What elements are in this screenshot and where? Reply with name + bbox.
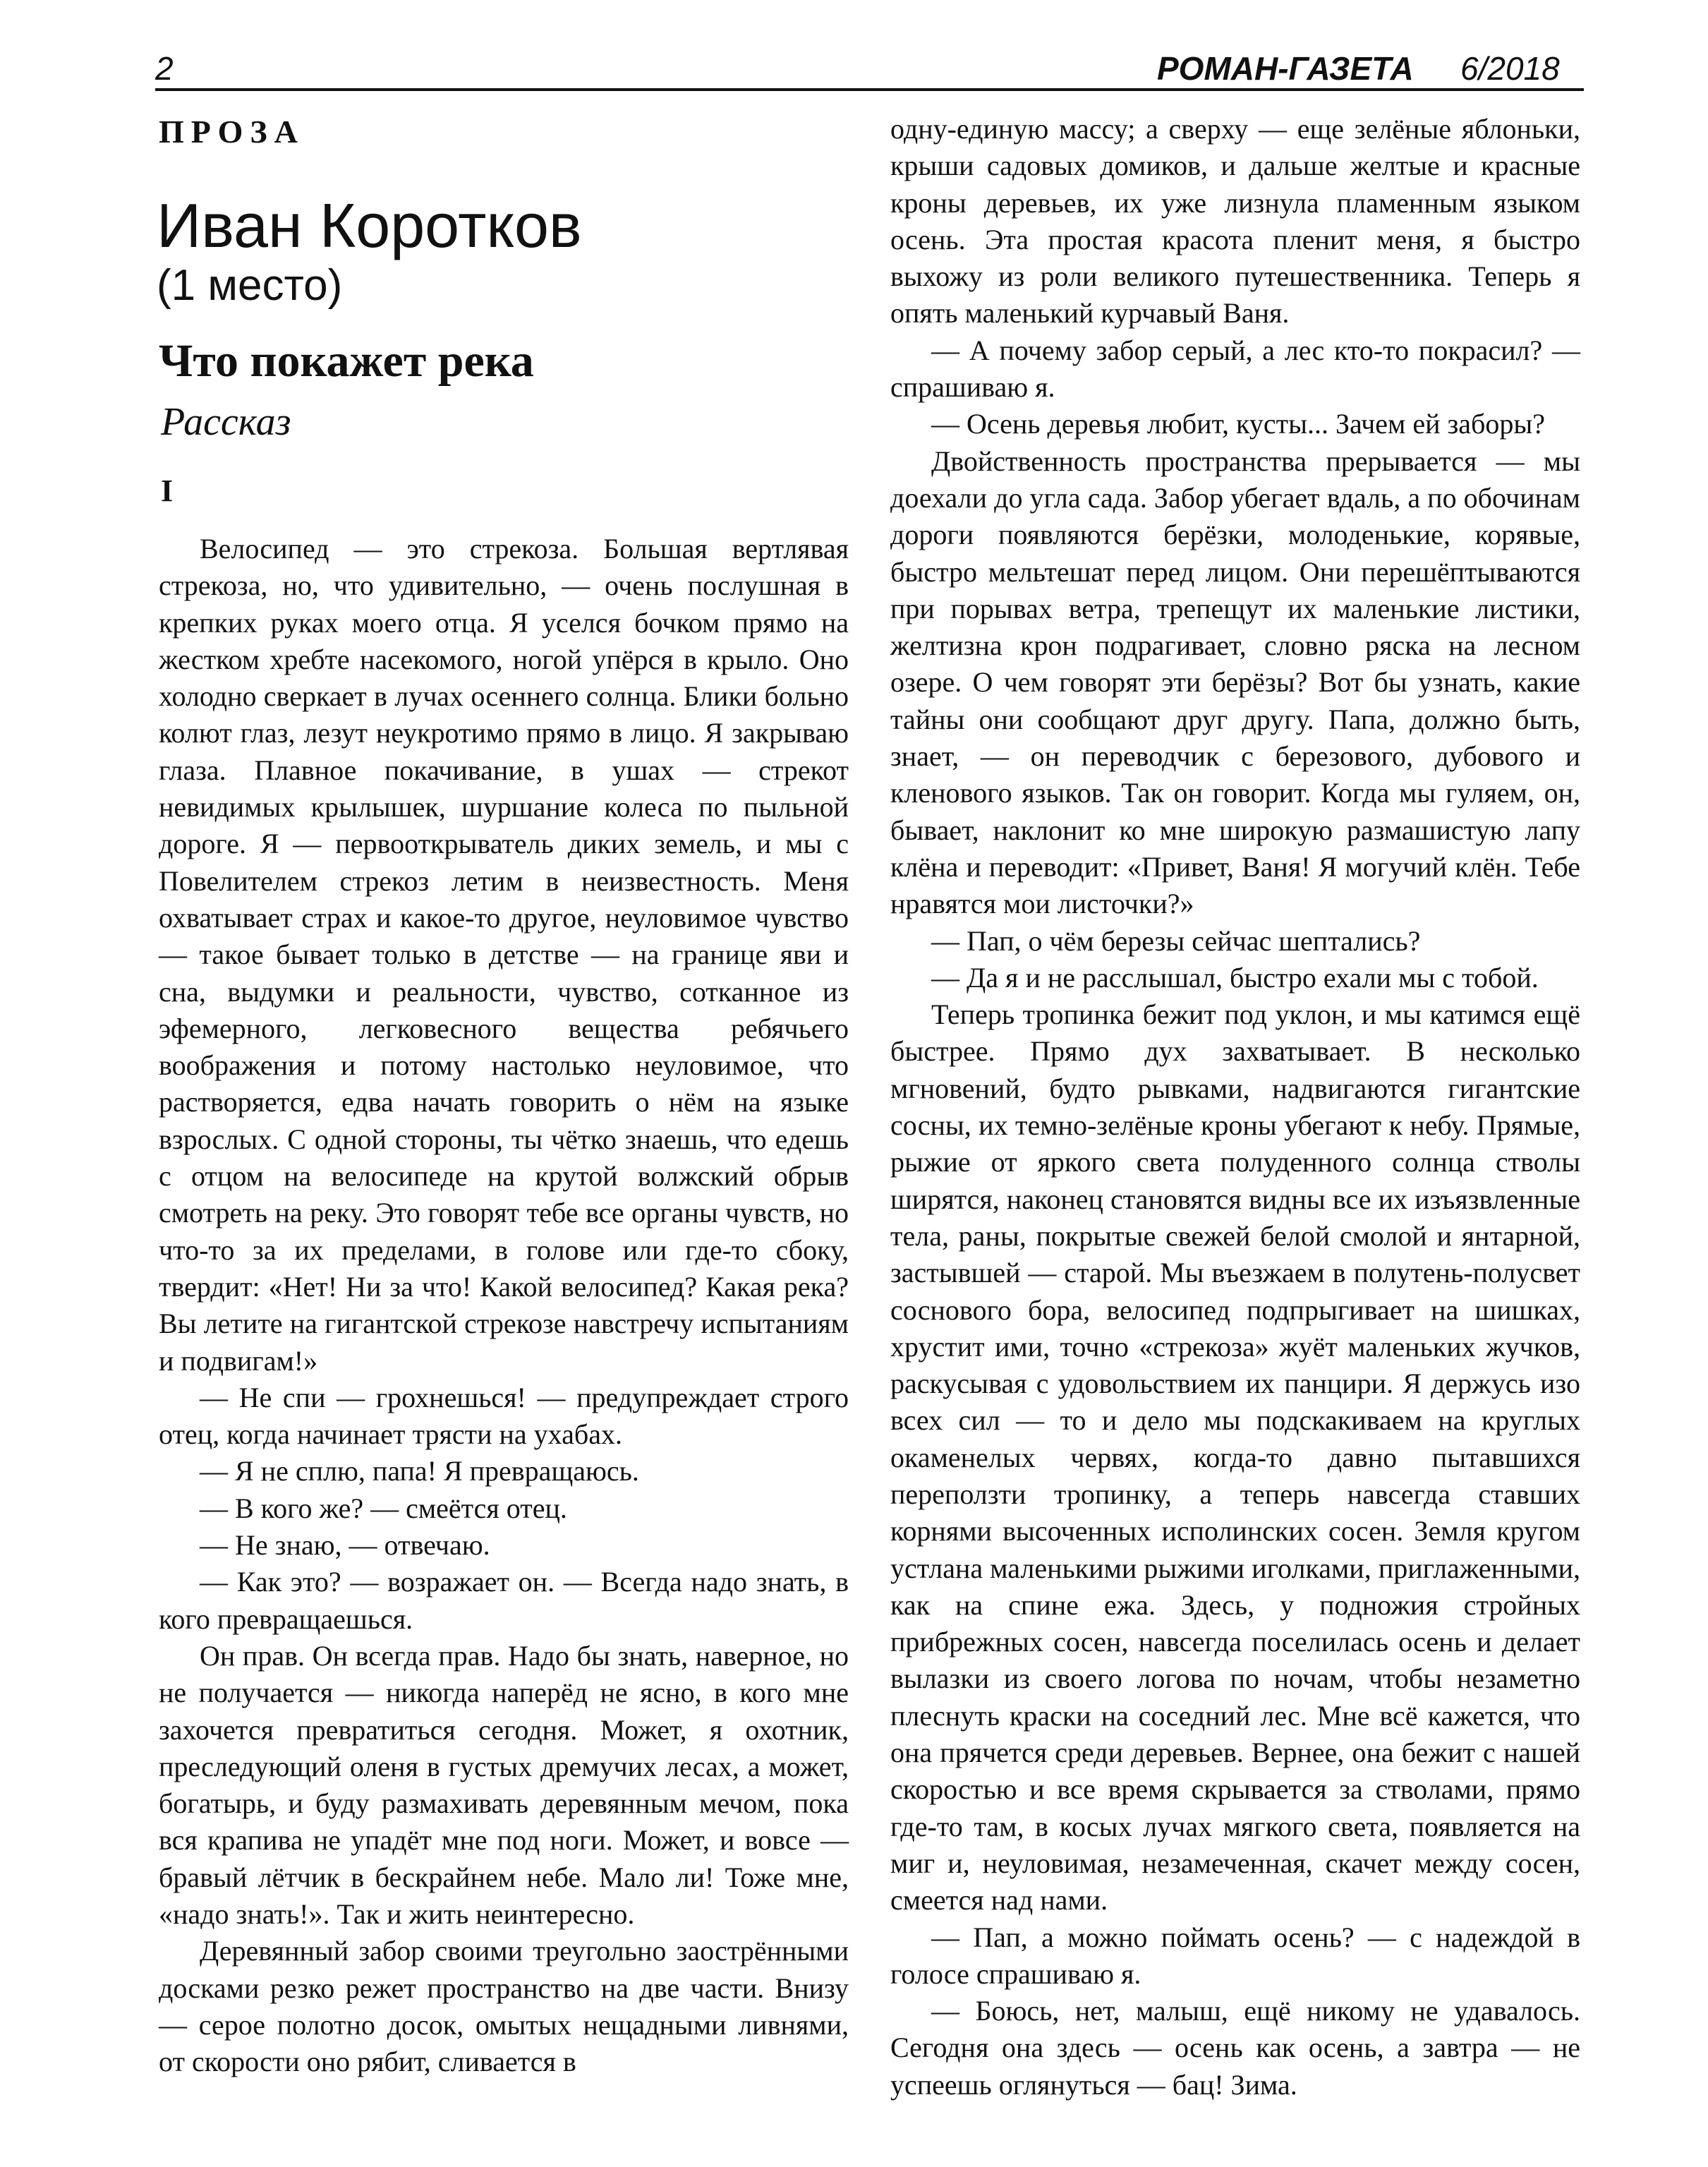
story-genre: Рассказ [161,400,291,444]
magazine-title: РОМАН-ГАЗЕТА [1157,50,1414,87]
paragraph: Деревянный забор своими треугольно заострёнными досками резко режет пространство на две части. Внизу — серое полотно досок, омытых нещадными ливнями, от скорости оно рябит, сливается в [159,1935,849,2078]
paragraph: Он прав. Он всегда прав. Надо бы знать, наверное, но не получается — никогда наперёд не ясно, в кого мне захочется превратиться сегодня. Может, я охотник, преследующий оленя в густых дремучих лесах, а может, богатырь, и буду размахивать деревянным мечом, пока вся крапива не упадёт мне под ноги. Может, и вовсе — бравый лётчик в бескрайнем небе. Мало ли! Тоже мне, «надо знать!». Так и жить неинтересно. [159,1639,849,1930]
header-divider [155,88,1584,91]
section-label: ПРОЗА [159,114,305,150]
paragraph: — Не спи — грохнешься! — предупреждает строго отец, когда начинает трясти на ухабах. [159,1381,849,1451]
paragraph: Теперь тропинка бежит под уклон, и мы катимся ещё быстрее. Прямо дух захватывает. В несколько мгновений, будто рывками, надвигаются гигантские сосны, их темно-зелёные кроны убегают к небу. Прямые, рыжие от яркого света полуденного солнца стволы ширятся, наконец становятся видны все их изъязвленные тела, раны, покрытые свежей белой смолой и янтарной, застывшей — старой. Мы въезжаем в полутень-полусвет соснового бора, велосипед подпрыгивает на шишках, хрустит ими, точно «стрекоза» жуёт маленьких жучков, раскусывая с удовольствием их панцири. Я держусь изо всех сил — то и дело мы подскакиваем на круглых окаменелых червях, когда-то давно пытавшихся переползти тропинку, а теперь навсегда ставших корнями высоченных исполинских сосен. Земля кругом устлана маленькими рыжими иголками, приглаженными, как на спине ежа. Здесь, у подножия стройных прибрежных сосен, навсегда поселилась осень и делает вылазки из своего логова по ночам, чтобы незаметно плеснуть краски на соседний лес. Мне всё кажется, что она прячется среди деревьев. Вернее, она бежит с нашей скоростью и все время скрывается за стволами, прямо где-то там, в косых лучах мягкого света, появляется на миг и, неуловимая, незамеченная, скачет между сосен, смеется над нами. [890,998,1580,1917]
paragraph: Велосипед — это стрекоза. Большая вертлявая стрекоза, но, что удивительно, — очень послушная в крепких руках моего отца. Я уселся бочком прямо на жестком хребте насекомого, ногой упёрся в крыло. Оно холодно сверкает в лучах осеннего солнца. Блики больно колют глаз, лезут неукротимо прямо в лицо. Я закрываю глаза. Плавное покачивание, в ушах — стрекот невидимых крылышек, шуршание колеса по пыльной дороге. Я — первооткрыватель диких земель, и мы с Повелителем стрекоз летим в неизвестность. Меня охватывает страх и какое-то другое, неуловимое чувство — такое бывает только в детстве — на границе яви и сна, выдумки и реальности, чувство, сотканное из эфемерного, легковесного вещества ребячьего воображения и потому настолько неуловимое, что растворяется, едва начать говорить о нём на языке взрослых. С одной стороны, ты чётко знаешь, что едешь с отцом на велосипеде на крутой волжский обрыв смотреть на реку. Это говорят тебе все органы чувств, но что-то за их пределами, в голове или где-то сбоку, твердит: «Нет! Ни за что! Какой велосипед? Какая река? Вы летите на гигантской стрекозе навстречу испытаниям и подвигам!» [159,533,849,1377]
chapter-number: I [161,473,174,508]
paragraph: — В кого же? — смеётся отец. [200,1492,567,1524]
paragraph: — Осень деревья любит, кусты... Зачем ей заборы? [931,408,1546,440]
story-title: Что покажет река [159,335,534,387]
paragraph-continued: одну-единую массу; а сверху — еще зелёные яблоньки, крыши садовых домиков, и дальше желтые и красные кроны деревьев, их уже лизнула пламенным языком осень. Эта простая красота пленит меня, я быстро выхожу из роли великого путешественника. Теперь я опять маленький курчавый Ваня. [890,113,1580,330]
paragraph: — Пап, а можно поймать осень? — с надеждой в голосе спрашиваю я. [890,1921,1580,1990]
text-column-left [159,531,849,2080]
author-place: (1 место) [157,261,343,310]
text-column-right [890,111,1580,2103]
paragraph: — Не знаю, — отвечаю. [200,1529,490,1562]
author-name: Иван Коротков [157,191,582,260]
paragraph: — Я не сплю, папа! Я превращаюсь. [200,1455,639,1487]
paragraph: — Как это? — возражает он. — Всегда надо знать, в кого превращаешься. [159,1566,849,1635]
paragraph: — Пап, о чём березы сейчас шептались? [931,924,1421,957]
paragraph: — Боюсь, нет, малыш, ещё никому не удавалось. Сегодня она здесь — осень как осень, а завтра — не успеешь оглянуться — бац! Зима. [890,1995,1580,2101]
paragraph: Двойственность пространства прерывается — мы доехали до угла сада. Забор убегает вдаль, а по обочинам дороги появляются берёзки, молоденькие, корявые, быстро мельтешат перед лицом. Они перешёптываются при порывах ветра, трепещут их маленькие листики, желтизна крон подрагивает, словно ряска на лесном озере. О чем говорят эти берёзы? Вот бы узнать, какие тайны они сообщают друг другу. Папа, должно быть, знает, — он переводчик с березового, дубового и кленового языков. Так он говорит. Когда мы гуляем, он, бывает, наклонит ко мне широкую размашистую лапу клёна и переводит: «Привет, Ваня! Я могучий клён. Тебе нравятся мои листочки?» [890,445,1580,920]
paragraph: — А почему забор серый, а лес кто-то покрасил? — спрашиваю я. [890,334,1580,404]
paragraph: — Да я и не расслышал, быстро ехали мы с тобой. [931,961,1539,994]
issue-number: 6/2018 [1460,50,1560,87]
page-number: 2 [155,50,174,87]
